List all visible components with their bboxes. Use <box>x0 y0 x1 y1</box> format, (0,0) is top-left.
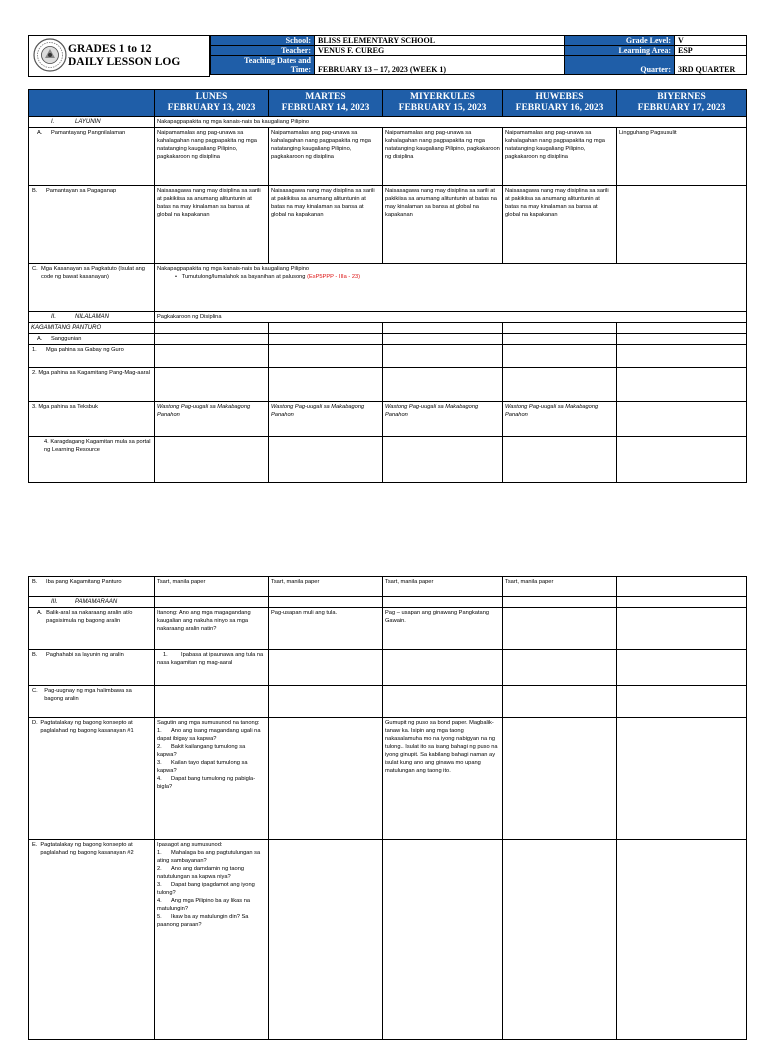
empty-cell <box>503 650 617 686</box>
empty-cell <box>503 437 617 483</box>
row-label-text: Paghahabi sa layunin ng aralin <box>46 652 124 658</box>
day-name: MARTES <box>305 92 346 102</box>
empty-cell <box>155 334 269 345</box>
empty-cell <box>269 323 383 334</box>
learning-area-label: Learning Area: <box>565 46 675 56</box>
empty-cell <box>155 345 269 368</box>
day-name: BIYERNES <box>657 92 706 102</box>
empty-cell <box>617 597 747 608</box>
row-label-iba-pang-kagamitan <box>29 577 155 597</box>
question-number: 2. <box>157 866 162 872</box>
question-text: Dapat bang tumulong ng pabigla-bigla? <box>157 776 256 790</box>
question-item <box>157 897 266 913</box>
empty-cell <box>383 840 503 1040</box>
question-item <box>157 759 266 775</box>
empty-cell <box>503 840 617 1040</box>
empty-cell <box>503 597 617 608</box>
empty-cell <box>617 345 747 368</box>
cell-a-monday: Naipamamalas ang pag-unawa sa kahalagahan nang pagpapakita ng mga natatanging kaugaliang Pilipino, pagkakaroon ng disiplina <box>155 128 269 186</box>
question-number: 3. <box>157 882 162 888</box>
empty-cell <box>617 334 747 345</box>
row-letter: A. <box>37 130 43 136</box>
cell-balik-aral-tuesday: Pag-usapan muli ang tula. <box>269 608 383 650</box>
row-letter: E. <box>32 842 38 848</box>
layunin-text: Nakapagpapakita ng mga kanais-nais ba kaugaliang Pilipino <box>155 117 747 128</box>
quarter-label: Quarter: <box>565 56 675 75</box>
question-number: 1. <box>157 850 162 856</box>
empty-cell <box>503 718 617 840</box>
kasanayan-bullet-text: Tumutulong/lumalahok sa bayanihan at palusong <box>181 274 306 280</box>
row-label-text: Pagtatalakay ng bagong konsepto at paglalahad ng bagong kasanayan #1 <box>40 720 134 734</box>
question-item <box>157 849 266 865</box>
empty-cell <box>155 597 269 608</box>
day-header-blank <box>29 90 155 117</box>
empty-cell <box>155 686 269 718</box>
cell-pagtatalakay-1-wednesday: Gumupit ng puso sa bond paper. Magbalik-tanaw ka. Isipin ang mga taong nakasalamuha mo na iyong nabigyan na ng tulong.. Isulat ito sa isang bahagi ng puso na iyong ginupit. Sa kabilang bahagi naman ay isulat kung ano ang ginawa mo upang matulungan ang taong ito. <box>383 718 503 840</box>
row-label-text: Pamantayang Pangnilalaman <box>51 130 126 136</box>
cell-teksbuk-wednesday: Wastong Pag-uugali sa Makabagong Panahon <box>383 402 503 437</box>
row-letter: A. <box>37 610 43 616</box>
question-text: Kailan tayo dapat tumulong sa kapwa? <box>157 760 248 774</box>
row-label-text: Pagtatalakay ng bagong konsepto at paglalahad ng bagong kasanayan #2 <box>40 842 134 856</box>
question-text: Ikaw ba ay matulungin din? Sa paanong paraan? <box>157 914 249 928</box>
row-label-pag-uugnay <box>29 686 155 718</box>
empty-cell <box>269 840 383 1040</box>
question-text: Mahalaga ba ang pagtutulungan sa ating sambayanan? <box>157 850 261 864</box>
cell-teksbuk-thursday: Wastong Pag-uugali sa Makabagong Panahon <box>503 402 617 437</box>
section-number: II. <box>51 314 57 320</box>
row-label-text: 4. Karagdagang Kagamitan mula sa portal ng Learning Resource <box>44 439 151 453</box>
quarter-value: 3RD QUARTER <box>675 56 747 75</box>
empty-cell <box>503 334 617 345</box>
empty-cell <box>269 718 383 840</box>
question-text: Dapat bang ipagdamot ang iyong tulong? <box>157 882 255 896</box>
row-letter: B. <box>32 652 38 658</box>
row-label-pamantayang-pangnilalaman <box>29 128 155 186</box>
grade-level-value: V <box>675 36 747 46</box>
question-item <box>157 881 266 897</box>
section-kagamitang-panturo: KAGAMITANG PANTURO <box>29 323 155 334</box>
row-label-text: Pag-uugnay ng mga halimbawa sa bagong aralin <box>44 688 132 702</box>
empty-cell <box>617 402 747 437</box>
empty-cell <box>617 718 747 840</box>
row-label-kasanayan-sa-pagkatuto <box>29 264 155 312</box>
empty-cell <box>269 650 383 686</box>
day-date: FEBRUARY 15, 2023 <box>398 103 487 113</box>
lesson-log-table-page1 <box>28 89 747 483</box>
row-letter: C. <box>32 266 38 272</box>
row-label-karagdagang-kagamitan <box>29 437 155 483</box>
row-label-teksbuk: 3. Mga pahina sa Teksbuk <box>29 402 155 437</box>
header-title-line1: GRADES 1 to 12 <box>68 43 152 55</box>
teacher-label: Teacher: <box>211 46 315 56</box>
empty-cell <box>383 686 503 718</box>
empty-cell <box>269 597 383 608</box>
cell-paghahabi-monday <box>155 650 269 686</box>
item-text: Ipabasa at ipaunawa ang tula na nasa kagamitan ng mag-aaral <box>157 652 264 666</box>
empty-cell <box>617 368 747 402</box>
kasanayan-line: Nakapagpapakita ng mga kanais-nais ba kaugaliang Pilipino <box>157 266 310 272</box>
question-number: 1. <box>157 728 162 734</box>
cell-pagtatalakay-2-monday <box>155 840 269 1040</box>
question-number: 3. <box>157 760 162 766</box>
deped-seal-icon <box>33 38 67 72</box>
teaching-dates-label-line2: Time: <box>290 65 311 74</box>
row-label-gabay-ng-guro <box>29 345 155 368</box>
row-letter: D. <box>32 720 38 726</box>
teacher-value: VENUS F. CUREG <box>315 46 565 56</box>
section-number: III. <box>51 599 58 605</box>
empty-cell <box>269 686 383 718</box>
row-label-kagamitang-pang-mag-aaral: 2. Mga pahina sa Kagamitang Pang-Mag-aaral <box>29 368 155 402</box>
teaching-dates-value: FEBRUARY 13 – 17, 2023 (WEEK 1) <box>315 56 565 75</box>
row-label-text: Iba pang Kagamitang Panturo <box>46 579 122 585</box>
day-header-friday <box>617 90 747 117</box>
day-date: FEBRUARY 14, 2023 <box>281 103 370 113</box>
empty-cell <box>503 608 617 650</box>
question-item <box>157 775 266 791</box>
row-letter: B. <box>32 579 38 585</box>
empty-cell <box>269 368 383 402</box>
teaching-dates-label-line1: Teaching Dates and <box>244 56 311 65</box>
cell-b-monday: Naisasagawa nang may disiplina sa sarili at pakikiisa sa anumang alituntunin at batas na may kinalaman sa bansa at global na kapakanan <box>155 186 269 264</box>
cell-balik-aral-wednesday: Pag – usapan ang ginawang Pangkatang Gawain. <box>383 608 503 650</box>
section-title: PAMAMARAAN <box>75 599 118 605</box>
empty-cell <box>155 323 269 334</box>
question-intro: Sagutin ang mga sumusunod na tanong: <box>157 720 260 726</box>
question-text: Bakit kailangang tumulong sa kapwa? <box>157 744 246 758</box>
cell-b-thursday: Naisasagawa nang may disiplina sa sarili at pakikiisa sa anumang alituntunin at batas na may kinalaman sa bansa at global na kapakanan <box>503 186 617 264</box>
question-number: 4. <box>157 776 162 782</box>
empty-cell <box>383 650 503 686</box>
day-date: FEBRUARY 17, 2023 <box>637 103 726 113</box>
question-number: 5. <box>157 914 162 920</box>
header-title-line2: DAILY LESSON LOG <box>68 56 181 68</box>
learning-area-value: ESP <box>675 46 747 56</box>
section-layunin <box>29 117 155 128</box>
header-title <box>68 43 180 69</box>
lesson-log-table-page2 <box>28 576 747 1040</box>
empty-cell <box>269 334 383 345</box>
question-text: Ang mga Pilipino ba ay likas na matulungin? <box>157 898 251 912</box>
row-label-text: Balik-aral sa nakaraang aralin at/o pagsisimula ng bagong aralin <box>46 610 133 624</box>
empty-cell <box>617 650 747 686</box>
empty-cell <box>617 323 747 334</box>
empty-cell <box>383 345 503 368</box>
item-number: 1. <box>163 652 168 658</box>
kasanayan-bullet-item: • Tumutulong/lumalahok sa bayanihan at palusong (EsP5PPP - IIIa - 23) <box>175 274 361 280</box>
day-header-thursday <box>503 90 617 117</box>
day-header-monday <box>155 90 269 117</box>
empty-cell <box>383 368 503 402</box>
row-label-pamantayan-sa-pagaganap <box>29 186 155 264</box>
question-item <box>157 913 266 929</box>
section-title: LAYUNIN <box>75 119 101 125</box>
day-name: LUNES <box>195 92 228 102</box>
question-text: Ano ang damdamin ng taong natutulungan sa kapwa niya? <box>157 866 245 880</box>
row-label-paghahabi <box>29 650 155 686</box>
empty-cell <box>383 437 503 483</box>
day-header-wednesday <box>383 90 503 117</box>
question-item <box>157 865 266 881</box>
question-number: 2. <box>157 744 162 750</box>
row-letter: B. <box>32 188 38 194</box>
school-value: BLISS ELEMENTARY SCHOOL <box>315 36 565 46</box>
row-label-text: Mga Kasanayan sa Pagkatuto (Isulat ang code ng bawat kasanayan) <box>40 266 145 280</box>
empty-cell <box>617 437 747 483</box>
row-letter: C. <box>32 688 38 694</box>
empty-cell <box>617 840 747 1040</box>
section-nilalaman <box>29 312 155 323</box>
header-info-table <box>210 35 747 75</box>
kasanayan-text <box>155 264 747 312</box>
cell-iba-tuesday: Tsart, manila paper <box>269 577 383 597</box>
cell-iba-monday: Tsart, manila paper <box>155 577 269 597</box>
question-item <box>157 743 266 759</box>
cell-a-thursday: Naipamamalas ang pag-unawa sa kahalagahan nang pagpapakita ng mga natatanging kaugaliang Pilipino, pagkakaroon ng disiplina <box>503 128 617 186</box>
cell-teksbuk-monday: Wastong Pag-uugali sa Makabagong Panahon <box>155 402 269 437</box>
question-text: Ano ang isang magandang ugali na dapat ibigay sa kapwa? <box>157 728 261 742</box>
empty-cell <box>383 597 503 608</box>
empty-cell <box>155 437 269 483</box>
cell-pagtatalakay-1-monday <box>155 718 269 840</box>
empty-cell <box>383 323 503 334</box>
row-label-text: Mga pahina sa Gabay ng Guro <box>46 347 124 353</box>
empty-cell <box>269 345 383 368</box>
grade-level-label: Grade Level: <box>565 36 675 46</box>
cell-iba-wednesday: Tsart, manila paper <box>383 577 503 597</box>
day-header-tuesday <box>269 90 383 117</box>
cell-a-friday: Lingguhang Pagsusulit <box>617 128 747 186</box>
cell-a-tuesday: Naipamamalas ang pag-unawa sa kahalagahan nang pagpapakita ng mga natatanging kaugaliang Pilipino, pagkakaroon ng disiplina <box>269 128 383 186</box>
teaching-dates-label <box>211 56 315 75</box>
section-pamamaraan <box>29 597 155 608</box>
day-name: MIYERKULES <box>410 92 475 102</box>
day-date: FEBRUARY 13, 2023 <box>167 103 256 113</box>
cell-teksbuk-tuesday: Wastong Pag-uugali sa Makabagong Panahon <box>269 402 383 437</box>
question-intro: Ipasagot ang sumusunod: <box>157 842 223 848</box>
row-label-pagtatalakay-2 <box>29 840 155 1040</box>
empty-cell <box>503 323 617 334</box>
empty-cell <box>503 686 617 718</box>
row-label-text: Pamantayan sa Pagaganap <box>46 188 117 194</box>
nilalaman-text: Pagkakaroon ng Disiplina <box>155 312 747 323</box>
day-date: FEBRUARY 16, 2023 <box>515 103 604 113</box>
row-letter: A. <box>37 336 43 342</box>
cell-b-tuesday: Naisasagawa nang may disiplina sa sarili at pakikiisa sa anumang alituntunin at batas na may kinalaman sa bansa at global na kapakanan <box>269 186 383 264</box>
cell-b-friday <box>617 186 747 264</box>
question-number: 4. <box>157 898 162 904</box>
empty-cell <box>155 368 269 402</box>
cell-a-wednesday: Naipamamalas ang pag-unawa sa kahalagahan nang pagpapakita ng mga natatanging kaugaliang Pilipino, pagkakaroon ng disiplina <box>383 128 503 186</box>
empty-cell <box>269 437 383 483</box>
empty-cell <box>383 334 503 345</box>
empty-cell <box>617 608 747 650</box>
empty-cell <box>617 577 747 597</box>
school-label: School: <box>211 36 315 46</box>
row-label-sanggunian <box>29 334 155 345</box>
row-label-balik-aral <box>29 608 155 650</box>
kasanayan-code: (EsP5PPP - IIIa - 23) <box>307 274 361 280</box>
cell-b-wednesday: Naisasagawa nang may disiplina sa sarili at pakikiisa sa anumang alituntunin at batas na may kinalaman sa bansa at global na kapakanan <box>383 186 503 264</box>
section-title: NILALAMAN <box>75 314 110 320</box>
empty-cell <box>503 345 617 368</box>
empty-cell <box>503 368 617 402</box>
section-number: I. <box>51 119 55 125</box>
cell-iba-thursday: Tsart, manila paper <box>503 577 617 597</box>
row-label-text: Sanggunian <box>51 336 82 342</box>
row-label-pagtatalakay-1 <box>29 718 155 840</box>
day-name: HUWEBES <box>535 92 584 102</box>
cell-balik-aral-monday: Itanong: Ano ang mga magagandang kaugalian ang nakuha ninyo sa mga nakaraang aralin natin? <box>155 608 269 650</box>
question-item <box>157 727 266 743</box>
row-number: 1. <box>32 347 37 353</box>
empty-cell <box>617 686 747 718</box>
